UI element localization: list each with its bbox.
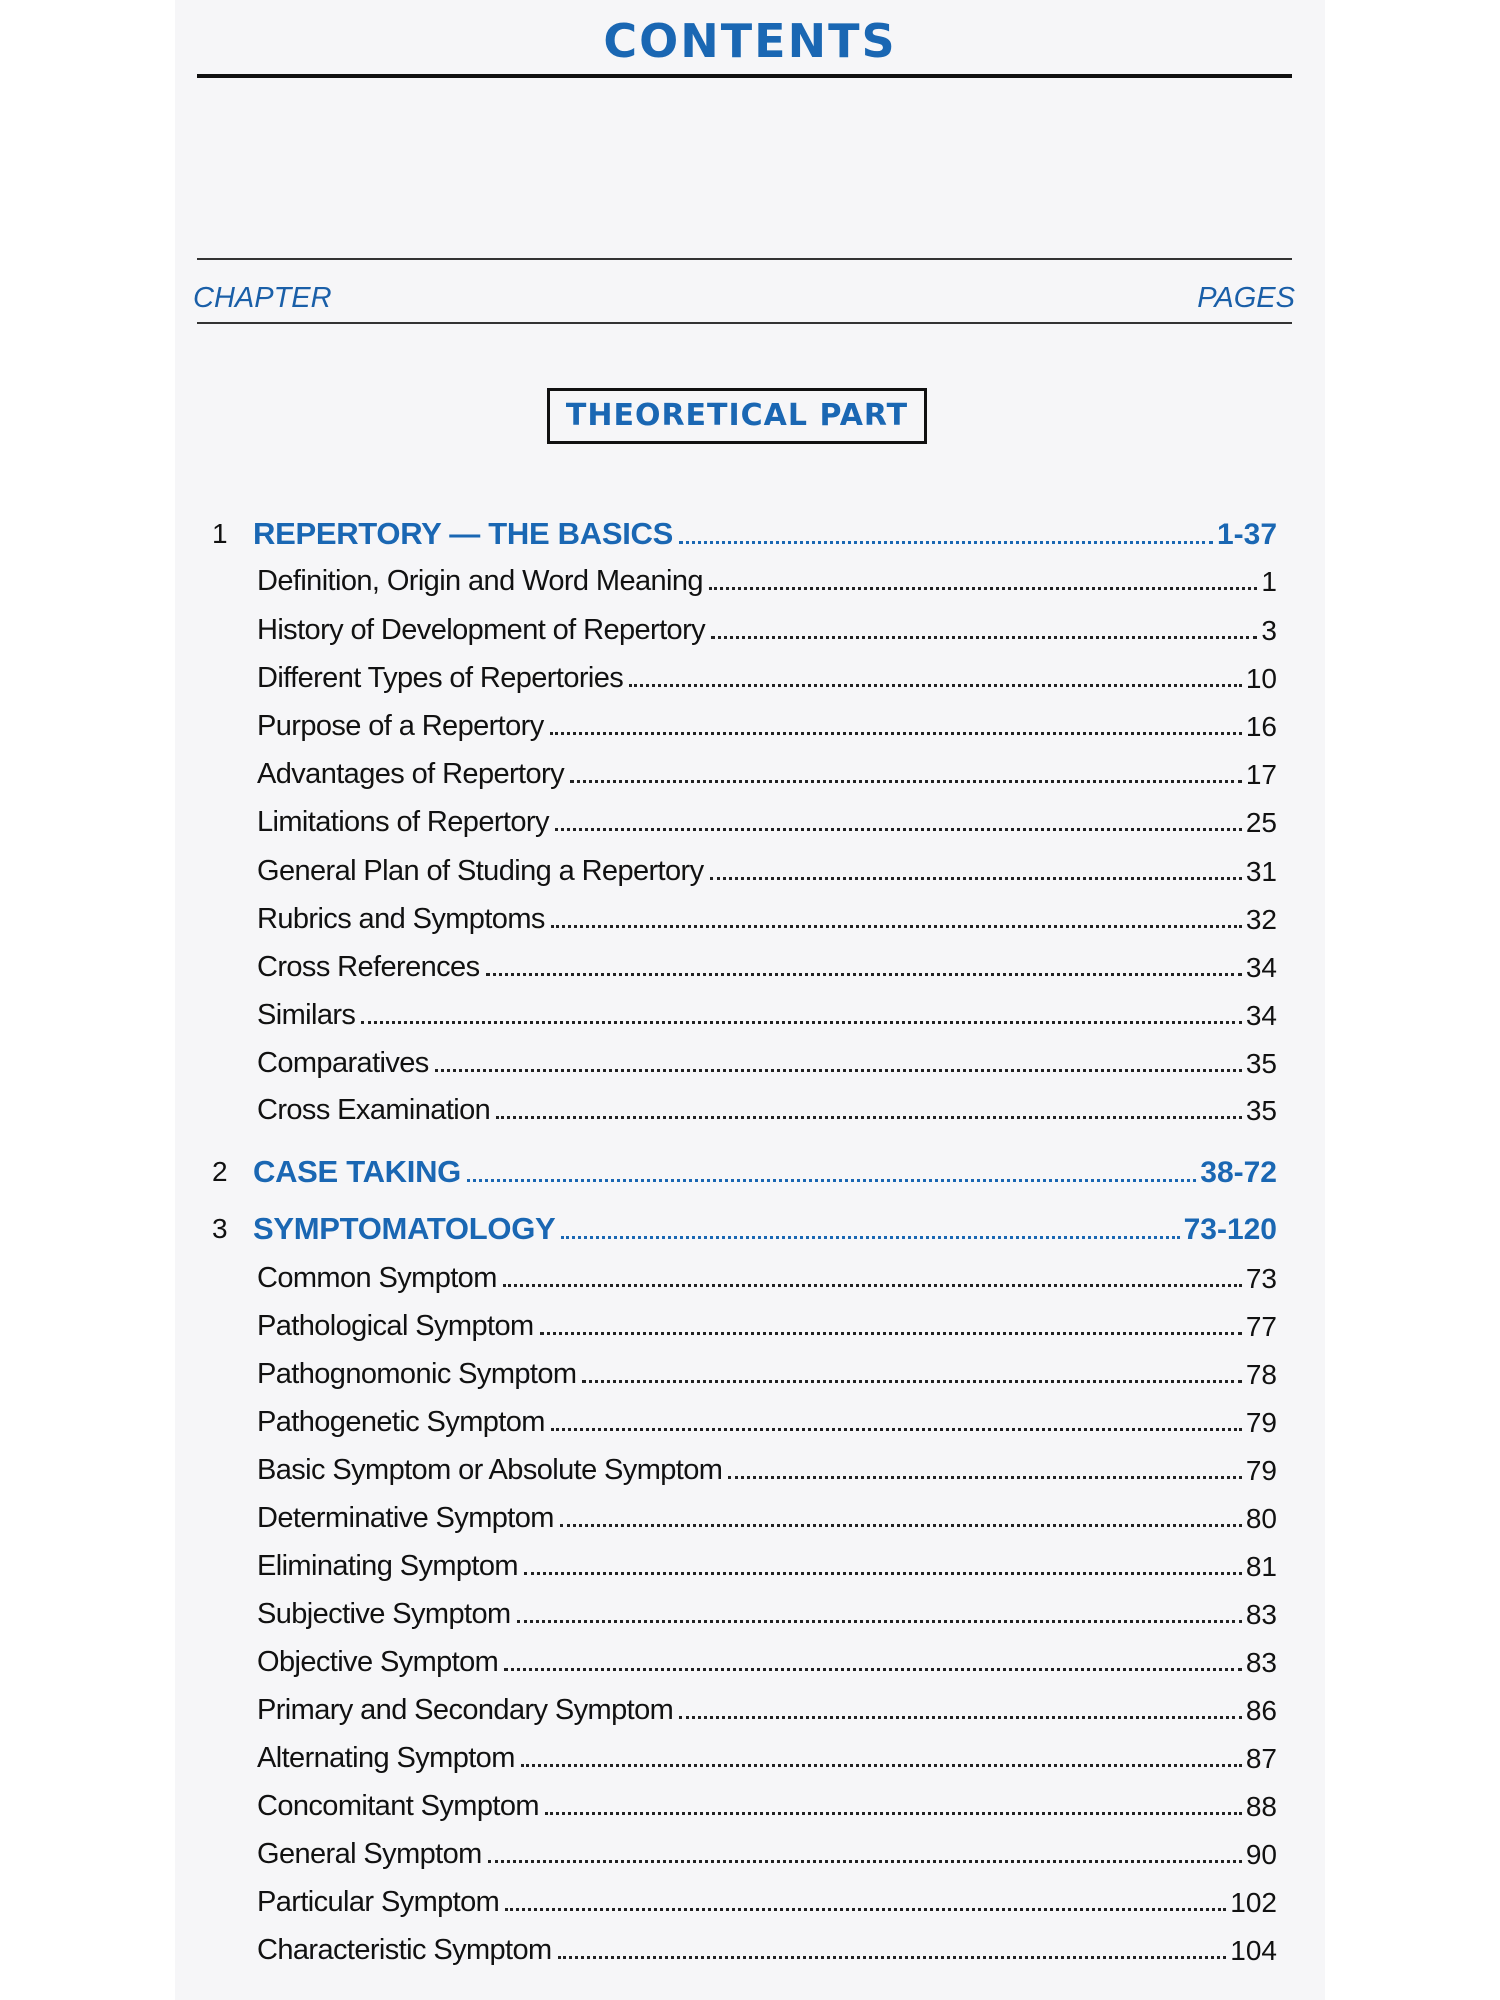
page-number: 1	[1261, 566, 1277, 597]
entry-title: Concomitant Symptom	[257, 1790, 539, 1822]
toc-entry-row	[257, 1879, 1277, 1919]
entry-title: Rubrics and Symptoms	[257, 903, 545, 935]
dot-leader	[709, 586, 1257, 590]
pages-column-header: PAGES	[1197, 282, 1295, 314]
dot-leader	[711, 635, 1257, 639]
entry-title: Primary and Secondary Symptom	[257, 1694, 674, 1726]
entry-title: Alternating Symptom	[257, 1742, 515, 1774]
toc-chapter-row	[212, 1207, 1277, 1247]
entry-title: Characteristic Symptom	[257, 1934, 552, 1966]
dot-leader	[560, 1523, 1242, 1527]
toc-entry-row	[257, 1927, 1277, 1967]
dot-leader	[467, 1178, 1196, 1182]
dot-leader	[582, 1379, 1241, 1383]
entry-title: Advantages of Repertory	[257, 758, 564, 790]
chapter-number: 2	[212, 1156, 228, 1187]
chapter-title: REPERTORY — THE BASICS	[253, 516, 674, 551]
page-number: 73	[1245, 1263, 1277, 1294]
page-number: 79	[1245, 1407, 1277, 1438]
entry-title: Cross References	[257, 951, 480, 983]
page-number: 102	[1230, 1887, 1277, 1918]
toc-entry-row	[257, 751, 1277, 791]
book-page	[175, 0, 1325, 2000]
entry-title: Subjective Symptom	[257, 1598, 511, 1630]
entry-title: General Symptom	[257, 1838, 482, 1870]
page-number: 35	[1245, 1095, 1277, 1126]
entry-title: Purpose of a Repertory	[257, 710, 544, 742]
toc-entry-row	[257, 992, 1277, 1032]
toc-entry-row	[257, 1040, 1277, 1080]
entry-title: Particular Symptom	[257, 1886, 500, 1918]
dot-leader	[561, 1235, 1179, 1239]
entry-title: Similars	[257, 999, 356, 1031]
page-number: 31	[1245, 856, 1277, 887]
page-number: 86	[1245, 1695, 1277, 1726]
page-number: 34	[1245, 952, 1277, 983]
toc-entry-row	[257, 848, 1277, 888]
page-number: 73-120	[1183, 1213, 1277, 1246]
dot-leader	[710, 876, 1242, 880]
page-number: 35	[1245, 1048, 1277, 1079]
entry-title: Different Types of Repertories	[257, 662, 624, 694]
entry-title: General Plan of Studing a Repertory	[257, 855, 704, 887]
toc-entry-row	[257, 1255, 1277, 1295]
title-rule	[197, 74, 1292, 78]
entry-title: Pathogenetic Symptom	[257, 1406, 545, 1438]
dot-leader	[570, 779, 1242, 783]
dot-leader	[496, 1115, 1242, 1119]
page-number: 87	[1245, 1743, 1277, 1774]
page-number: 16	[1245, 711, 1277, 742]
toc-entry-row	[257, 1783, 1277, 1823]
toc-chapter-row	[212, 512, 1277, 552]
page-number: 83	[1245, 1599, 1277, 1630]
toc-entry-row	[257, 896, 1277, 936]
dot-leader	[679, 1715, 1242, 1719]
entry-title: Pathognomonic Symptom	[257, 1358, 577, 1390]
toc-entry-row	[257, 1735, 1277, 1775]
toc-entry-row	[257, 1399, 1277, 1439]
entry-title: Comparatives	[257, 1047, 429, 1079]
page-number: 3	[1261, 615, 1277, 646]
toc-entry-row	[257, 1495, 1277, 1535]
page-number: 17	[1245, 759, 1277, 790]
toc-entry-row	[257, 655, 1277, 695]
entry-title: Definition, Origin and Word Meaning	[257, 565, 703, 597]
page-number: 25	[1245, 807, 1277, 838]
entry-title: Cross Examination	[257, 1094, 491, 1126]
page-number: 79	[1245, 1455, 1277, 1486]
page-number: 80	[1245, 1503, 1277, 1534]
toc-entry-row	[257, 799, 1277, 839]
entry-title: Pathological Symptom	[257, 1310, 534, 1342]
toc-entry-row	[257, 1087, 1277, 1127]
toc-entry-row	[257, 1447, 1277, 1487]
chapter-column-header: CHAPTER	[193, 282, 332, 314]
chapter-number: 1	[212, 518, 228, 549]
dot-leader	[486, 972, 1242, 976]
dot-leader	[503, 1283, 1242, 1287]
dot-leader	[540, 1331, 1242, 1335]
header-rule-top	[197, 258, 1292, 260]
header-rule-bottom	[197, 322, 1292, 324]
entry-title: Eliminating Symptom	[257, 1550, 518, 1582]
dot-leader	[551, 1427, 1242, 1431]
page-title: CONTENTS	[603, 14, 897, 68]
entry-title: History of Development of Repertory	[257, 614, 706, 646]
page-number: 34	[1245, 1000, 1277, 1031]
dot-leader	[504, 1667, 1242, 1671]
chapter-title: SYMPTOMATOLOGY	[253, 1211, 556, 1246]
page-number: 38-72	[1200, 1156, 1277, 1189]
dot-leader	[361, 1020, 1242, 1024]
toc-entry-row	[257, 1831, 1277, 1871]
dot-leader	[558, 1955, 1227, 1959]
entry-title: Basic Symptom or Absolute Symptom	[257, 1454, 723, 1486]
dot-leader	[521, 1763, 1242, 1767]
toc-entry-row	[257, 1591, 1277, 1631]
dot-leader	[505, 1907, 1226, 1911]
page-number: 90	[1245, 1839, 1277, 1870]
dot-leader	[488, 1859, 1242, 1863]
toc-entry-row	[257, 703, 1277, 743]
toc-entry-row	[257, 558, 1277, 598]
page-number: 104	[1230, 1935, 1277, 1966]
toc-entry-row	[257, 1543, 1277, 1583]
toc-entry-row	[257, 1351, 1277, 1391]
dot-leader	[629, 683, 1242, 687]
entry-title: Limitations of Repertory	[257, 806, 549, 838]
dot-leader	[555, 827, 1242, 831]
dot-leader	[435, 1068, 1242, 1072]
chapter-number: 3	[212, 1213, 228, 1244]
toc-entry-row	[257, 607, 1277, 647]
toc-entry-row	[257, 1303, 1277, 1343]
entry-title: Common Symptom	[257, 1262, 497, 1294]
toc-entry-row	[257, 1687, 1277, 1727]
dot-leader	[679, 540, 1213, 544]
page-number: 77	[1245, 1311, 1277, 1342]
toc-entry-row	[257, 944, 1277, 984]
page-number: 88	[1245, 1791, 1277, 1822]
dot-leader	[728, 1475, 1242, 1479]
toc-entry-row	[257, 1639, 1277, 1679]
toc-chapter-row	[212, 1150, 1277, 1190]
dot-leader	[545, 1811, 1242, 1815]
dot-leader	[524, 1571, 1242, 1575]
dot-leader	[517, 1619, 1242, 1623]
page-number: 81	[1245, 1551, 1277, 1582]
part-heading: THEORETICAL PART	[547, 388, 927, 444]
page-number: 83	[1245, 1647, 1277, 1678]
entry-title: Objective Symptom	[257, 1646, 499, 1678]
entry-title: Determinative Symptom	[257, 1502, 554, 1534]
page-number: 1-37	[1216, 518, 1277, 551]
dot-leader	[551, 924, 1242, 928]
chapter-title: CASE TAKING	[253, 1154, 461, 1189]
dot-leader	[550, 731, 1242, 735]
page-number: 10	[1245, 663, 1277, 694]
page-number: 78	[1245, 1359, 1277, 1390]
page-number: 32	[1245, 904, 1277, 935]
